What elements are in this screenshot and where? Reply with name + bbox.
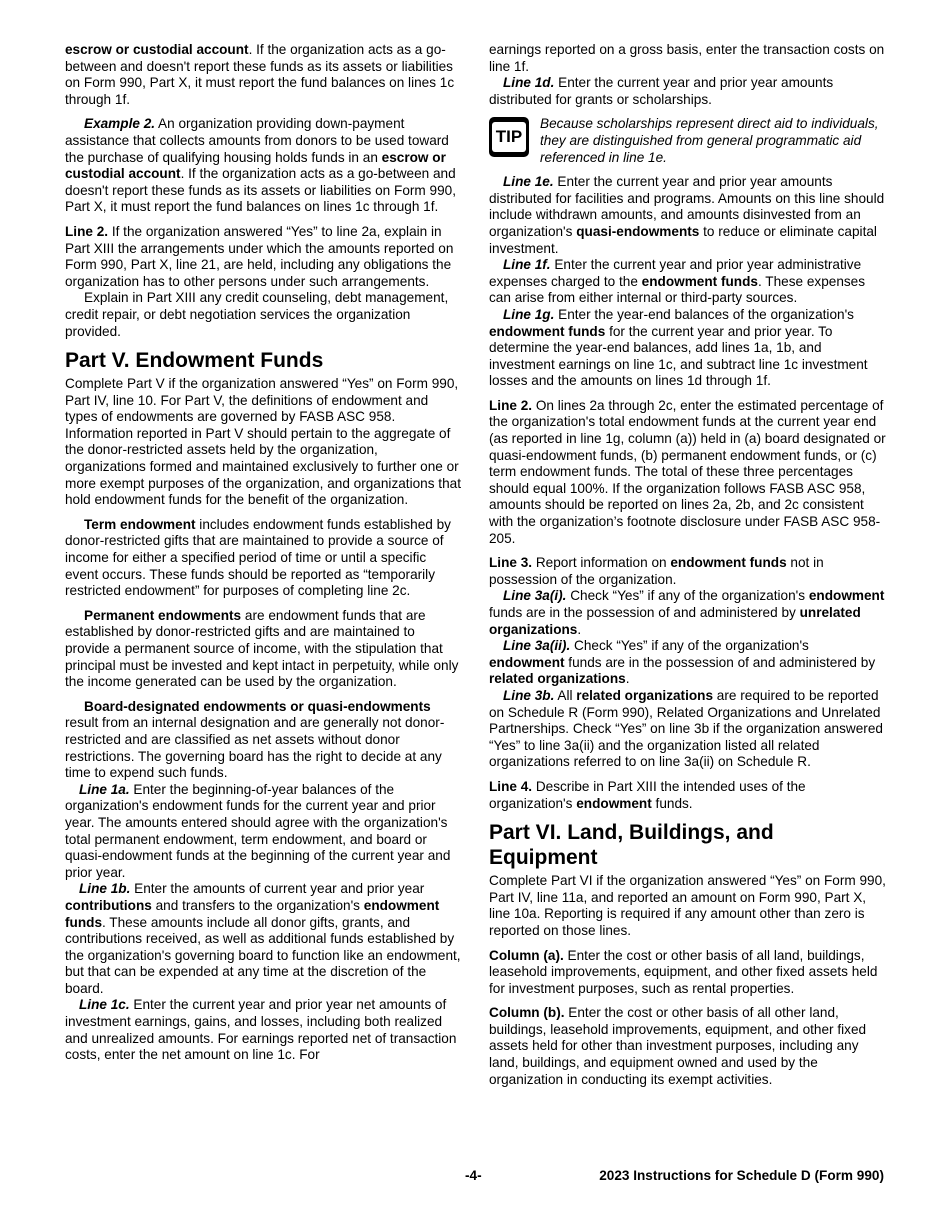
text-run: All [554,687,577,703]
text-run: Enter the current year and prior year amounts distributed for facilities and programs. Amounts on this line should include withdrawn amounts, and amounts disinvested from an organization's [489,174,885,239]
text-run: . If the organization acts as a go-between and doesn't report these funds as its assets or liabilities on Form 990, Part X, it must report the fund balances on lines 1c through 1f. [65,42,455,107]
text-run: . These expenses can arise from either internal or third-party sources. [489,273,866,306]
text-run: Describe in Part XIII the intended uses of the organization's [489,778,806,811]
text-run: Example 2. [84,116,156,132]
text-run: related organizations [489,671,626,687]
text-run: Line 1c. [79,997,130,1013]
paragraph-credit-counseling [65,290,462,340]
text-run: includes endowment funds established by donor-restricted gifts that are maintained to provide a source of income for either a specified period of time or until a specific event occurs. These funds should be reported as “temporarily restricted endowment” for purposes of completing line 2c. [65,516,451,599]
paragraph-permanent-endowments [65,608,462,691]
tip-icon [489,117,529,157]
text-run: Line 1d. [503,75,555,91]
text-run: . [577,621,582,637]
paragraph-gross-basis [489,42,886,75]
paragraph-escrow-continued [65,42,462,108]
paragraph-term-endowment [65,517,462,600]
paragraph-line-3a-i [489,588,886,638]
paragraph-line-4 [489,779,886,812]
text-run: funds are in the possession of and administered by [489,605,800,620]
paragraph-line-2-percentages [489,398,886,547]
right-column [489,42,886,1096]
text-run: Enter the cost or other basis of all other land, buildings, leasehold improvements, equipment, and other fixed assets held for other than investment purposes, including any land, buildings, and equipment owned and used by the organization in conducting its exempt activities. [489,1005,867,1087]
text-run: An organization providing down-payment assistance that collects amounts from donors to be used toward the purchase of qualifying housing holds funds in an [65,116,449,165]
text-run: If the organization answered “Yes” to line 2a, explain in Part XIII the arrangements under which the amounts reported on Form 990, Part X, line 21, are held, including any obligations the organization has to other persons under such arrangements. [65,223,454,289]
text-run: Line 3a(ii). [503,638,571,654]
text-run: endowment funds [670,555,787,571]
text-run: Complete Part VI if the organization answered “Yes” on Form 990, Part IV, line 11a, and reported an amount on Form 990, Part X, line 10a. Reporting is required if any amount other than zero is reported on those lines. [489,873,886,938]
text-run: Line 3. [489,555,533,571]
paragraph-line-1e [489,174,886,257]
text-run: not in possession of the organization. [489,555,824,587]
text-run: Line 2. [489,397,533,413]
text-run: . [625,671,630,687]
paragraph-line-1d [489,75,886,108]
text-run: quasi-endowments [576,223,700,239]
text-run: Enter the amounts of current year and prior year [130,881,425,897]
heading-part-vi: Part VI. Land, Buildings, and Equipment [489,821,774,870]
text-run: Line 3a(i). [503,588,567,604]
paragraph-part-v-intro [65,376,462,509]
left-column [65,42,462,1064]
text-run: Term endowment [84,516,196,532]
tip-callout [489,116,886,166]
heading-part-v: Part V. Endowment Funds [65,349,324,373]
text-run: Enter the current year and prior year amounts distributed for grants or scholarships. [489,75,834,107]
text-run: Report information on [532,555,671,571]
tip-text: Because scholarships represent direct aid to individuals, they are distinguished from general programmatic aid referenced in line 1e. [540,116,879,165]
paragraph-line-3 [489,555,886,588]
text-run: for the current year and prior year. To determine the year-end balances, add lines 1a, 1b, and investment earnings on line 1c, and subtract line 1c investment losses and the amounts on lines 1d through 1f. [489,323,868,389]
text-run: On lines 2a through 2c, enter the estimated percentage of the organization's total endowment funds at the current year end (as reported in line 1g, column (a)) held in (a) board designated or quasi-endowment funds, (b) permanent endowment funds, or (c) term endowment funds. The total of these three percentages should equal 100%. If the organization follows FASB ASC 958, amounts should be reported on lines 2a, 2b, and 2c consistent with the organization’s footnote disclosure under FASB ASC 958-205. [489,397,886,546]
text-run: Line 4. [489,778,533,794]
text-run: are required to be reported on Schedule R (Form 990), Related Organizations and Unrelated Partnerships. Check “Yes” on line 3b if the organization answered “Yes” to line 3a(ii) and the organization listed all related organizations referred to on line 3a(ii) on Schedule R. [489,687,883,770]
text-run: Enter the year-end balances of the organization's [554,306,854,322]
text-run: Enter the beginning-of-year balances of the organization's endowment funds for the current year and prior year. The amounts entered should agree with the organization's total permanent endowment, term endowment, and board or quasi-endowment funds at the beginning of the current year and prior year. [65,781,451,880]
text-run: funds. [651,795,693,811]
text-run: endowment funds [641,273,758,289]
text-run: Line 3b. [503,687,555,703]
text-run: endowment [489,654,565,670]
footer-title: 2023 Instructions for Schedule D (Form 990) [599,1168,884,1183]
paragraph-column-b [489,1005,886,1088]
paragraph-line-1f [489,257,886,307]
paragraph-line-1g [489,307,886,390]
text-run: Complete Part V if the organization answered “Yes” on Form 990, Part IV, line 10. For Part V, the definitions of endowment and types of endowments are governed by FASB ASC 958. Information reported in Part V should pertain to the aggregate of the donor-restricted assets held by the organization, organizations formed and maintained exclusively to further one or more exempt purposes of the organization, and organizations that hold endowment funds for the benefit of the organization. [65,376,461,508]
paragraph-line-1a [65,782,462,882]
text-run: Explain in Part XIII any credit counseling, debt management, credit repair, or debt negotiation services the organization provided. [65,290,449,339]
text-run: Check “Yes” if any of the organization's [570,638,809,654]
text-run: to reduce or eliminate capital investment. [489,223,877,256]
text-run: escrow or custodial account [65,42,249,57]
paragraph-part-vi-intro [489,873,886,939]
text-run: unrelated organizations [489,605,861,637]
text-run: Line 1g. [503,306,555,322]
paragraph-column-a [489,948,886,998]
text-run: Line 1f. [503,257,551,273]
text-run: Column (a). [489,947,564,963]
paragraph-example-2 [65,116,462,216]
paragraph-line-3a-ii [489,638,886,688]
text-run: Line 1a. [79,781,130,797]
text-run: Line 1e. [503,174,554,190]
text-run: Board-designated endowments or quasi-endowments [84,698,431,714]
text-run: related organizations [576,687,714,703]
text-run: funds are in the possession of and administered by [564,654,876,670]
text-run: escrow or custodial account [65,149,446,182]
text-run: Enter the cost or other basis of all land, buildings, leasehold improvements, equipment, and other fixed assets held for investment purposes, such as rental properties. [489,947,878,996]
page-footer [0,1168,950,1188]
paragraph-line-2 [65,224,462,290]
text-run: and transfers to the organization's [151,897,364,913]
text-run: Line 1b. [79,881,131,897]
paragraph-line-1b [65,881,462,997]
text-run: result from an internal designation and are generally not donor-restricted and are classified as net assets without donor restrictions. The governing board has the right to decide at any time to expend such funds. [65,715,445,781]
text-run: . These amounts include all donor gifts, grants, and contributions received, as well as additional funds established by the organization's governing board to function like an endowment, but that can be expended at any time at the discretion of the board. [65,914,461,996]
tip-label: TIP [492,122,526,152]
text-run: are endowment funds that are established by donor-restricted gifts and are maintained to provide a permanent source of income, with the stipulation that principal must be invested and kept intact in perpetuity, while only the income generated can be used by the organization. [65,607,459,690]
text-run: endowment funds [65,897,440,930]
text-run: Enter the current year and prior year net amounts of investment earnings, gains, and losses, including both realized and unrealized amounts. For earnings reported net of transaction costs, enter the net amount on line 1c. For [65,997,457,1063]
text-run: Permanent endowments [84,607,242,623]
paragraph-line-3b [489,688,886,771]
paragraph-board-designated [65,699,462,782]
text-run: Enter the current year and prior year administrative expenses charged to the [489,257,862,289]
paragraph-line-1c [65,997,462,1063]
text-run: Check “Yes” if any of the organization's [566,588,809,604]
text-run: . If the organization acts as a go-between and doesn't report these funds as its assets or liabilities on Form 990, Part X, it must report the fund balances on lines 1c through 1f. [65,166,456,215]
text-run: endowment funds [489,323,606,339]
text-run: endowment [808,588,885,604]
text-run: earnings reported on a gross basis, enter the transaction costs on line 1f. [489,42,885,74]
text-run: Column (b). [489,1005,565,1021]
text-run: Line 2. [65,223,109,239]
page-number: -4- [465,1168,482,1183]
text-run: endowment [576,795,652,811]
text-run: contributions [65,897,152,913]
